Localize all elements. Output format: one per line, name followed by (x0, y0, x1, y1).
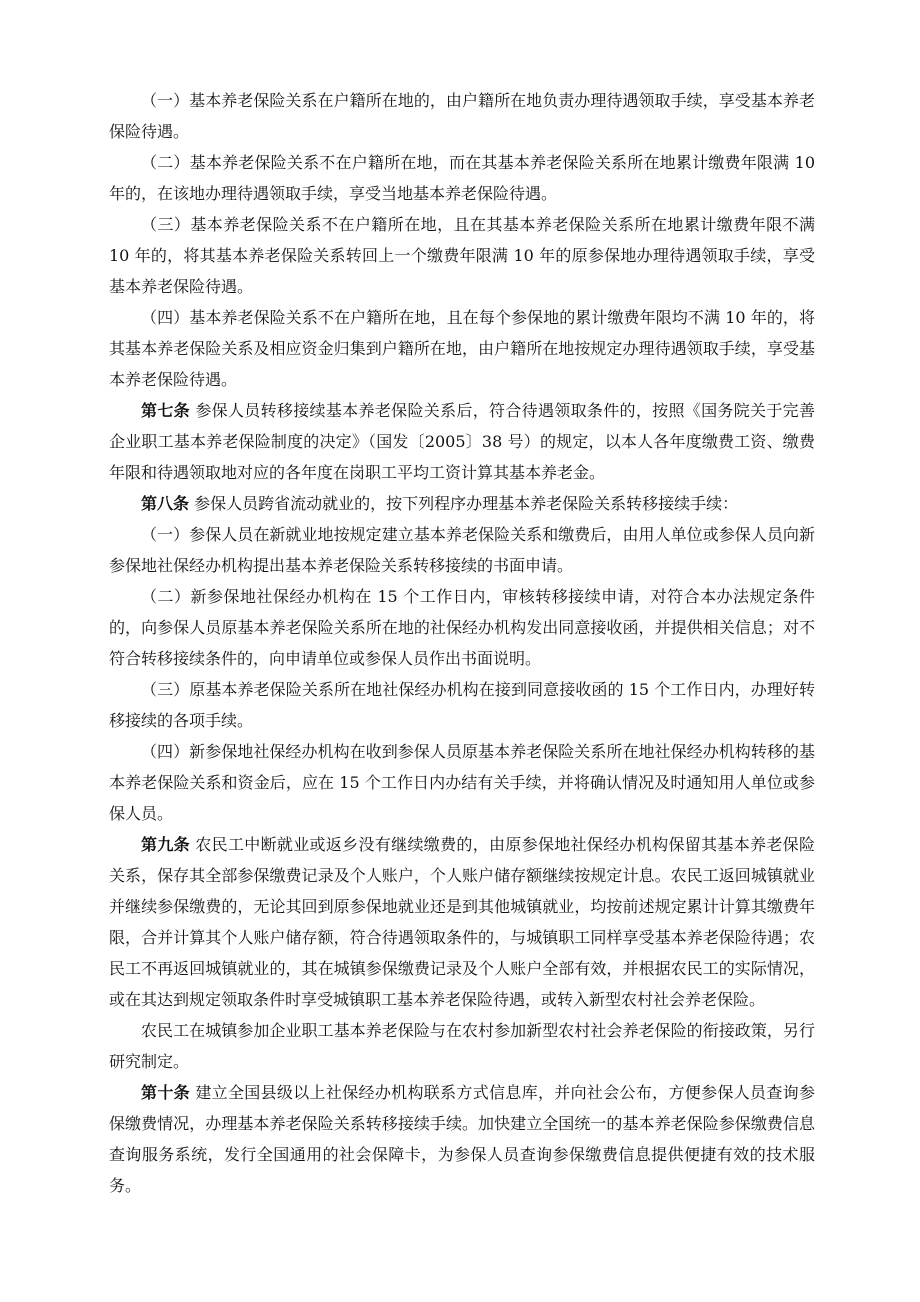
paragraph-text: （一）基本养老保险关系在户籍所在地的，由户籍所在地负责办理待遇领取手续，享受基本养老保险待遇。 (109, 91, 815, 141)
article-10 (109, 1077, 815, 1201)
article-heading: 第七条 (141, 401, 190, 420)
paragraph-item-1-3 (109, 209, 815, 302)
paragraph-text: （四）基本养老保险关系不在户籍所在地，且在每个参保地的累计缴费年限均不满 10 年的，将其基本养老保险关系及相应资金归集到户籍所在地，由户籍所在地按规定办理待遇领取手续，享受基本养老保险待遇。 (109, 308, 815, 389)
paragraph-text: （四）新参保地社保经办机构在收到参保人员原基本养老保险关系所在地社保经办机构转移的基本养老保险关系和资金后，应在 15 个工作日内办结有关手续，并将确认情况及时通知用人单位或参保人员。 (109, 742, 815, 823)
document-page (109, 85, 815, 1201)
article-9 (109, 829, 815, 1015)
paragraph-item-1-4 (109, 302, 815, 395)
paragraph-text: （三）原基本养老保险关系所在地社保经办机构在接到同意接收函的 15 个工作日内，办理好转移接续的各项手续。 (109, 680, 815, 730)
paragraph-item-2-1 (109, 519, 815, 581)
paragraph-text: （二）基本养老保险关系不在户籍所在地，而在其基本养老保险关系所在地累计缴费年限满 10 年的，在该地办理待遇领取手续，享受当地基本养老保险待遇。 (109, 153, 815, 203)
paragraph-text: （二）新参保地社保经办机构在 15 个工作日内，审核转移接续申请，对符合本办法规定条件的，向参保人员原基本养老保险关系所在地的社保经办机构发出同意接收函，并提供相关信息；对不符合转移接续条件的，向申请单位或参保人员作出书面说明。 (109, 587, 815, 668)
paragraph-item-1-1 (109, 85, 815, 147)
paragraph-item-2-4 (109, 736, 815, 829)
paragraph-item-2-3 (109, 674, 815, 736)
paragraph-text: （三）基本养老保险关系不在户籍所在地，且在其基本养老保险关系所在地累计缴费年限不满 10 年的，将其基本养老保险关系转回上一个缴费年限满 10 年的原参保地办理待遇领取手续，享受基本养老保险待遇。 (109, 215, 815, 296)
article-heading: 第九条 (141, 835, 190, 854)
paragraph-item-1-2 (109, 147, 815, 209)
paragraph-item-2-2 (109, 581, 815, 674)
paragraph-text: 建立全国县级以上社保经办机构联系方式信息库，并向社会公布，方便参保人员查询参保缴费情况，办理基本养老保险关系转移接续手续。加快建立全国统一的基本养老保险参保缴费信息查询服务系统，发行全国通用的社会保障卡，为参保人员查询参保缴费信息提供便捷有效的技术服务。 (109, 1083, 815, 1195)
article-heading: 第十条 (141, 1083, 190, 1102)
paragraph-text: 农民工中断就业或返乡没有继续缴费的，由原参保地社保经办机构保留其基本养老保险关系，保存其全部参保缴费记录及个人账户，个人账户储存额继续按规定计息。农民工返回城镇就业并继续参保缴费的，无论其回到原参保地就业还是到其他城镇就业，均按前述规定累计计算其缴费年限，合并计算其个人账户储存额，符合待遇领取条件的，与城镇职工同样享受基本养老保险待遇；农民工不再返回城镇就业的，其在城镇参保缴费记录及个人账户全部有效，并根据农民工的实际情况，或在其达到规定领取条件时享受城镇职工基本养老保险待遇，或转入新型农村社会养老保险。 (109, 835, 815, 1009)
article-7 (109, 395, 815, 488)
paragraph-text: 参保人员跨省流动就业的，按下列程序办理基本养老保险关系转移接续手续： (194, 494, 739, 513)
paragraph-text: （一）参保人员在新就业地按规定建立基本养老保险关系和缴费后，由用人单位或参保人员向新参保地社保经办机构提出基本养老保险关系转移接续的书面申请。 (109, 525, 815, 575)
paragraph-article-9-continued (109, 1015, 815, 1077)
article-heading: 第八条 (141, 494, 190, 513)
article-8 (109, 488, 815, 519)
paragraph-text: 参保人员转移接续基本养老保险关系后，符合待遇领取条件的，按照《国务院关于完善企业职工基本养老保险制度的决定》（国发〔2005〕38 号）的规定，以本人各年度缴费工资、缴费年限和待遇领取地对应的各年度在岗职工平均工资计算其基本养老金。 (109, 401, 815, 482)
paragraph-text: 农民工在城镇参加企业职工基本养老保险与在农村参加新型农村社会养老保险的衔接政策，另行研究制定。 (109, 1021, 815, 1071)
